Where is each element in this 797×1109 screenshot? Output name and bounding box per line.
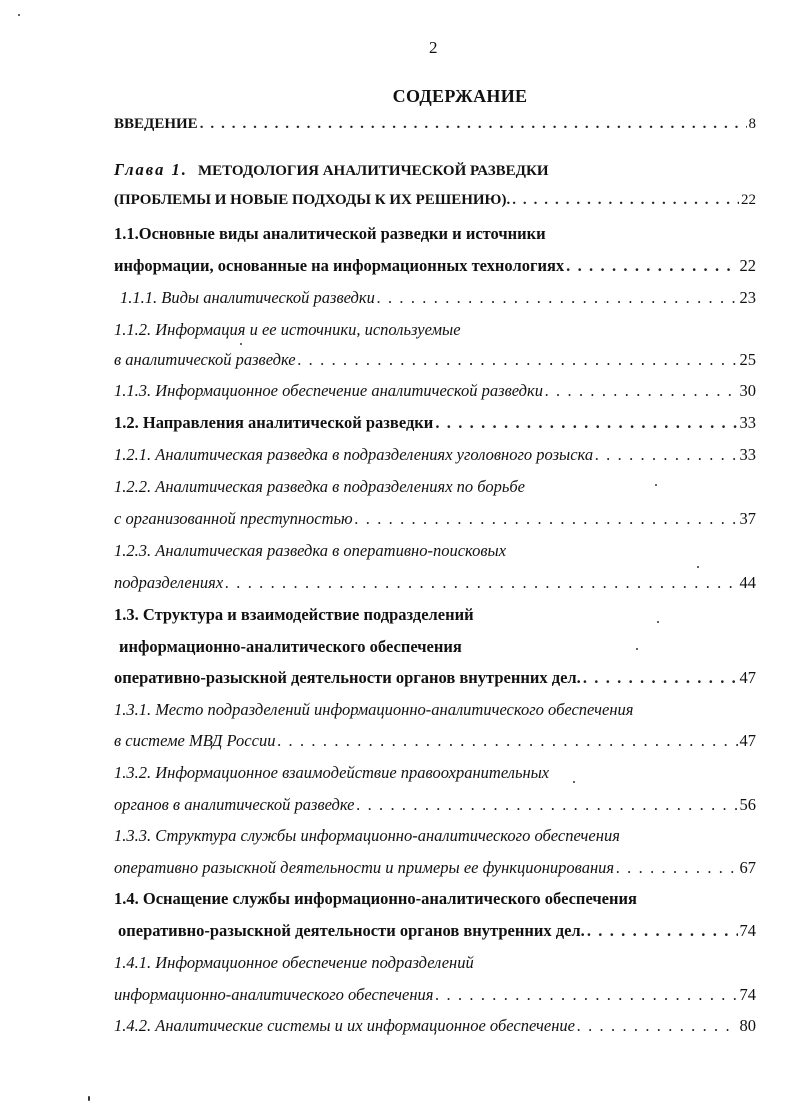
toc-page-number: 56 <box>739 795 756 814</box>
toc-subsection-1-2-3[interactable] <box>114 573 756 597</box>
toc-page-number: 33 <box>739 413 756 432</box>
dot-leader <box>583 668 738 688</box>
section-title-cont: оперативно-разыскной деятельности органов внутренних дел. <box>118 921 585 940</box>
section-title-cont: информационно-аналитического обеспечения <box>119 637 462 656</box>
dot-leader <box>566 256 737 276</box>
toc-subsection-1-4-2[interactable] <box>114 1016 756 1040</box>
subsection-title: 1.1.3. Информационное обеспечение аналитической разведки <box>114 381 543 400</box>
toc-chapter-1[interactable] <box>114 192 756 216</box>
toc-subsection-1-2-1[interactable] <box>114 445 756 469</box>
subsection-title: 1.4.1. Информационное обеспечение подразделений <box>114 953 474 972</box>
toc-section-1-1[interactable] <box>114 256 756 280</box>
subsection-title: 1.4.2. Аналитические системы и их информационное обеспечение <box>114 1016 576 1035</box>
toc-subsection-1-3-2[interactable] <box>114 795 756 819</box>
dot-leader <box>435 985 737 1005</box>
toc-page-number: 80 <box>739 1016 756 1035</box>
subsection-title: 1.1.1. Виды аналитической разведки <box>120 288 375 307</box>
toc-section-1-2[interactable] <box>114 413 756 437</box>
scan-speck <box>636 648 638 650</box>
toc-subsection-1-2-2-heading[interactable] <box>114 477 756 501</box>
scan-speck <box>697 566 699 568</box>
scan-speck <box>655 484 657 486</box>
section-title-cont: оперативно-разыскной деятельности органов внутренних дел. <box>114 668 581 687</box>
dot-leader <box>377 288 738 308</box>
toc-section-1-4-heading[interactable] <box>114 889 756 913</box>
toc-page-number: 47 <box>739 668 756 687</box>
toc-page-number: 44 <box>739 573 756 592</box>
toc-page-number: 30 <box>739 381 756 400</box>
toc-subsection-1-1-2-heading[interactable] <box>114 320 756 344</box>
dot-leader <box>587 921 738 941</box>
scan-speck <box>573 781 575 783</box>
subsection-title-cont: в системе МВД России <box>114 731 276 750</box>
scan-speck <box>18 14 20 16</box>
chapter-label: Глава 1. <box>114 160 188 179</box>
toc-subsection-1-4-1-heading[interactable] <box>114 953 756 977</box>
toc-page-number: 22 <box>741 192 756 208</box>
toc-subsection-1-1-1[interactable] <box>120 288 756 312</box>
toc-page-number: 74 <box>739 985 756 1004</box>
subsection-title-cont: оперативно разыскной деятельности и примеры ее функционирования <box>114 858 615 877</box>
section-title-cont: информации, основанные на информационных технологиях <box>114 256 565 275</box>
chapter-title: МЕТОДОЛОГИЯ АНАЛИТИЧЕСКОЙ РАЗВЕДКИ <box>197 163 549 179</box>
toc-subsection-1-3-1-heading[interactable] <box>114 700 756 724</box>
toc-subsection-1-3-2-heading[interactable] <box>114 763 756 787</box>
toc-subsection-1-2-3-heading[interactable] <box>114 541 756 565</box>
subsection-title-cont: с организованной преступностью <box>114 509 353 528</box>
toc-page-number: 47 <box>739 731 756 750</box>
subsection-title: 1.2.3. Аналитическая разведка в оперативно-поисковых <box>114 541 507 560</box>
subsection-title: 1.2.1. Аналитическая разведка в подразделениях уголовного розыска <box>114 445 594 464</box>
toc-section-1-4[interactable] <box>118 921 756 945</box>
subsection-title: 1.3.1. Место подразделений информационно-аналитического обеспечения <box>114 700 634 719</box>
toc-subsection-1-3-1[interactable] <box>114 731 756 755</box>
dot-leader <box>225 573 737 593</box>
toc-page-number: 23 <box>739 288 756 307</box>
toc-page-number: 74 <box>739 921 756 940</box>
toc-subsection-1-2-2[interactable] <box>114 509 756 533</box>
toc-entry-label: ВВЕДЕНИЕ <box>114 116 198 132</box>
subsection-title: 1.3.3. Структура службы информационно-аналитического обеспечения <box>114 826 620 845</box>
dot-leader <box>512 192 739 209</box>
subsection-title: 1.1.2. Информация и ее источники, используемые <box>114 320 461 339</box>
toc-page-number: 25 <box>739 350 756 369</box>
toc-subsection-1-3-3-heading[interactable] <box>114 826 756 850</box>
section-title: 1.1.Основные виды аналитической разведки и источники <box>114 224 546 243</box>
scan-speck <box>88 1096 90 1101</box>
toc-subsection-1-3-3[interactable] <box>114 858 756 882</box>
toc-subsection-1-1-2[interactable] <box>114 350 756 374</box>
toc-page-number: 33 <box>739 445 756 464</box>
scan-speck <box>240 343 242 345</box>
dot-leader <box>355 509 738 529</box>
dot-leader <box>577 1016 737 1036</box>
dot-leader <box>200 116 747 133</box>
dot-leader <box>616 858 737 878</box>
page-title: СОДЕРЖАНИЕ <box>392 86 528 106</box>
toc-subsection-1-4-1[interactable] <box>114 985 756 1009</box>
toc-section-1-3-heading[interactable] <box>114 605 756 629</box>
toc-page-number: 22 <box>739 256 756 275</box>
toc-section-1-3[interactable] <box>114 668 756 692</box>
section-title: 1.3. Структура и взаимодействие подразделений <box>114 605 474 624</box>
dot-leader <box>595 445 737 465</box>
dot-leader <box>357 795 738 815</box>
toc-page-number: 37 <box>739 509 756 528</box>
toc-entry-intro[interactable] <box>114 116 756 140</box>
subsection-title-cont: информационно-аналитического обеспечения <box>114 985 434 1004</box>
subsection-title-cont: подразделениях <box>114 573 224 592</box>
dot-leader <box>277 731 737 751</box>
subsection-title: 1.2.2. Аналитическая разведка в подразделениях по борьбе <box>114 477 525 496</box>
toc-page-number: 67 <box>739 858 756 877</box>
toc-subsection-1-1-3[interactable] <box>114 381 756 405</box>
chapter-title-cont: (ПРОБЛЕМЫ И НОВЫЕ ПОДХОДЫ К ИХ РЕШЕНИЮ). <box>114 192 511 208</box>
subsection-title: 1.3.2. Информационное взаимодействие правоохранительных <box>114 763 550 782</box>
toc-chapter-1-heading[interactable] <box>114 160 756 184</box>
subsection-title-cont: органов в аналитической разведке <box>114 795 355 814</box>
section-title: 1.4. Оснащение службы информационно-аналитического обеспечения <box>114 889 637 908</box>
toc-section-1-1-heading[interactable] <box>114 224 756 248</box>
scan-speck <box>657 621 659 623</box>
dot-leader <box>545 381 738 401</box>
toc-page-number: 8 <box>748 116 756 132</box>
toc-section-1-3-line2[interactable] <box>119 637 756 661</box>
subsection-title-cont: в аналитической разведке <box>114 350 296 369</box>
dot-leader <box>435 413 737 433</box>
page-number: 2 <box>429 38 438 57</box>
section-title: 1.2. Направления аналитической разведки <box>114 413 434 432</box>
dot-leader <box>298 350 738 370</box>
